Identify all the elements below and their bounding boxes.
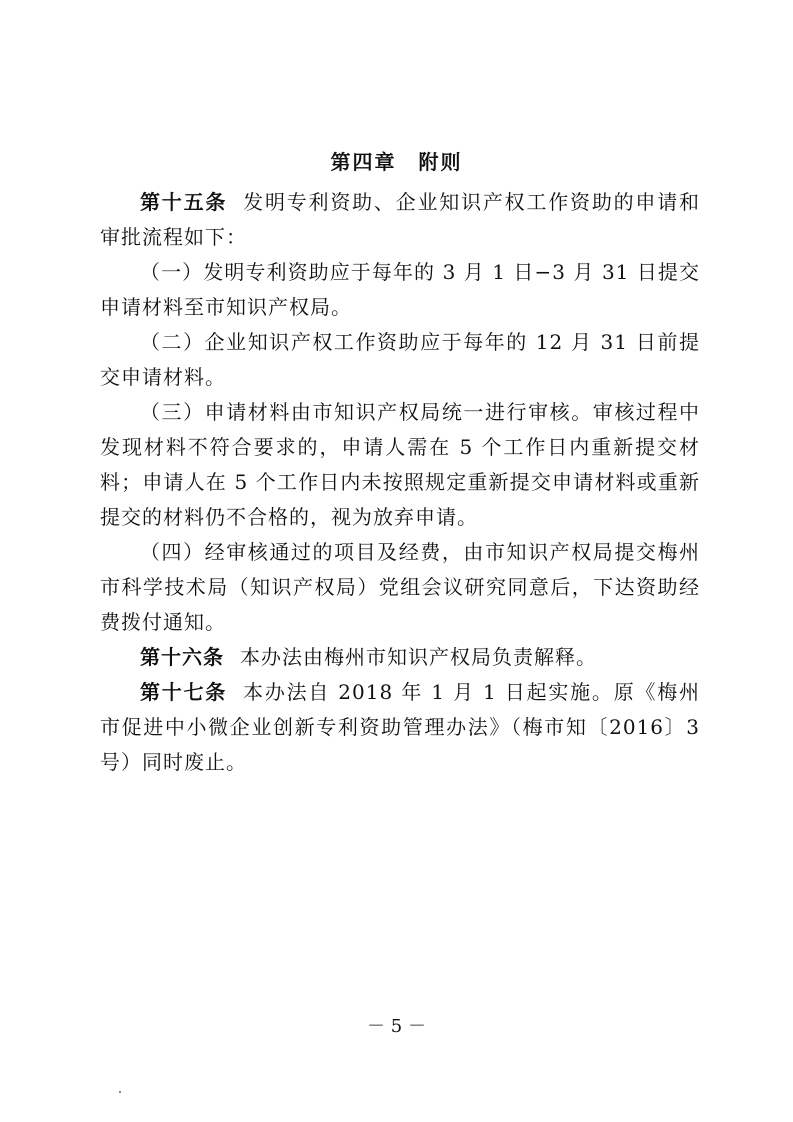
article-number: 第十五条: [140, 190, 228, 214]
clause-2: [100, 325, 700, 395]
article-text: 本办法自 2018 年 1 月 1 日起实施。原《梅州市促进中小微企业创新专利资助管理办法》（梅市知〔2016〕3 号）同时废止。: [100, 680, 701, 774]
article-text: 发明专利资助、企业知识产权工作资助的申请和审批流程如下：: [100, 190, 701, 249]
article-16: [100, 640, 700, 675]
article-number: 第十六条: [140, 645, 224, 669]
article-17: [100, 675, 700, 780]
scan-artifact-dot: [119, 1091, 121, 1093]
clause-text: （一）发明专利资助应于每年的 3 月 1 日−3 月 31 日提交申请材料至市知识产权局。: [100, 260, 700, 319]
article-number: 第十七条: [140, 680, 228, 704]
page-number: － 5 －: [367, 1016, 426, 1037]
article-text: 本办法由梅州市知识产权局负责解释。: [240, 645, 597, 669]
clause-3: [100, 395, 700, 535]
clause-4: [100, 535, 700, 640]
clause-1: [100, 255, 700, 325]
clause-text: （三）申请材料由市知识产权局统一进行审核。审核过程中发现材料不符合要求的，申请人需在 5 个工作日内重新提交材料；申请人在 5 个工作日内未按照规定重新提交申请材料或重新提交的材料仍不合格的，视为放弃申请。: [100, 400, 700, 529]
clause-text: （四）经审核通过的项目及经费，由市知识产权局提交梅州市科学技术局（知识产权局）党组会议研究同意后，下达资助经费拨付通知。: [100, 540, 700, 634]
body-text: [100, 185, 700, 780]
chapter-title: 第四章 附则: [330, 150, 463, 174]
article-15: [100, 185, 700, 255]
clause-text: （二）企业知识产权工作资助应于每年的 12 月 31 日前提交申请材料。: [100, 330, 700, 389]
